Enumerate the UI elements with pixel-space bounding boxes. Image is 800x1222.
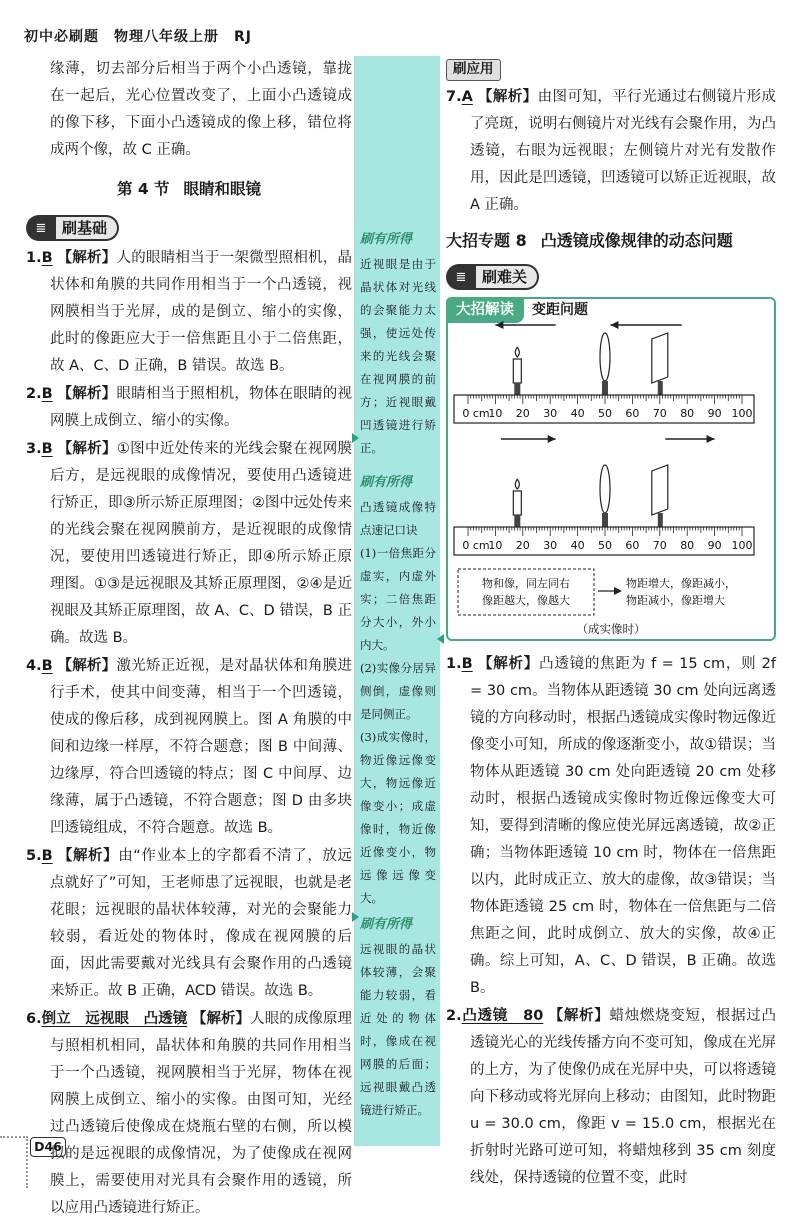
ruler-label: 30 <box>543 539 558 552</box>
ruler-label: 30 <box>543 407 558 420</box>
holder-icon <box>602 381 608 395</box>
holder-icon <box>658 513 663 527</box>
pointer-arrow-icon <box>437 634 444 644</box>
page-number: D46 <box>30 1137 66 1157</box>
note-text: 凸透镜成像特点速记口诀 <box>360 500 436 537</box>
answer-choice: B <box>41 441 53 457</box>
note-2 <box>360 471 436 910</box>
summary-text: 物距增大，像距减小， <box>626 577 736 590</box>
ruler-label: 0 cm <box>462 539 490 552</box>
arrow-head-icon <box>707 435 715 443</box>
answer-choice: B <box>41 848 53 864</box>
answer-list <box>446 651 776 1192</box>
arrow-head-icon <box>495 321 503 329</box>
answer-choice: B <box>41 658 53 674</box>
summary-text: 物距减小，像距增大 <box>626 594 725 607</box>
answer-list <box>26 245 352 1222</box>
topic-number: 大招专题 8 <box>446 231 527 250</box>
answer-choice: B <box>41 386 53 402</box>
section-name: 眼睛和眼镜 <box>183 180 262 198</box>
ruler-label: 100 <box>731 407 753 420</box>
ruler-label: 80 <box>680 407 695 420</box>
lens-ruler-diagram <box>448 299 774 639</box>
ruler-label: 70 <box>652 407 667 420</box>
answer-item: 1.B 【解析】凸透镜的焦距为 f = 15 cm，则 2f = 30 cm。当物体从距透镜 30 cm 处向远离透镜的方向移动时，根据凸透镜成实像时物远像近像变小可知，所成的像逐渐变小，故①错误；当物体从距透镜 30 cm 处向距透镜 20 cm 处移动时，根据凸透镜成实像时物近像远像变大可知，要得到清晰的像应使光屏远离透镜，故②正确；当物体距透镜 10 cm 时，物体在一倍焦距以内，此时成正立、放大的虚像，故③错误；当物体距透镜 25 cm 时，物体在一倍焦距与二倍焦距之间，此时成倒立、放大的实像，故④正确。综上可知，A、C、D 错误，B 正确。故选 B。 <box>446 656 777 996</box>
answer-choice: B <box>461 656 473 672</box>
lens-icon <box>600 333 610 381</box>
summary-text: 物和像，同左同右 <box>482 577 570 590</box>
arrow-head-icon <box>548 435 556 443</box>
sidebar-notes <box>354 56 440 1146</box>
continued-text: 缘薄，切去部分后相当于两个小凸透镜，靠拢在一起后，光心位置改变了，上面小凸透镜成的像下移，下面小凸透镜成的像上移，错位将成两个像，故 C 正确。 <box>50 61 352 158</box>
ruler-label: 80 <box>680 539 695 552</box>
method-subtitle: 变距问题 <box>532 301 588 318</box>
answer-choice: 凸透镜 80 <box>461 1008 544 1024</box>
page-header: 初中必刷题 物理八年级上册 RJ <box>24 29 252 45</box>
ruler-label: 10 <box>488 539 503 552</box>
book-icon: ≣ <box>26 215 56 241</box>
method-box <box>446 297 776 641</box>
ruler-label: 90 <box>707 407 722 420</box>
answer-item: 5.B 【解析】由“作业本上的字都看不清了，放远点就好了”可知，王老师患了远视眼，也就是老花眼；远视眼的晶状体较薄，对光的会聚能力较弱，看近处的物体时，像成在视网膜的后面，因此需要戴对光线具有会聚作用的凸透镜来矫正。故 B 正确，ACD 错误。故选 B。 <box>26 848 353 999</box>
screen-icon <box>652 465 668 515</box>
holder-icon <box>602 513 608 527</box>
ruler-label: 90 <box>707 539 722 552</box>
answer-item: 2.凸透镜 80 【解析】蜡烛燃烧变短，根据过凸透镜光心的光线传播方向不变可知，像成在光屏的上方，为了使像仍成在光屏中央，可以将透镜向下移动或将光屏向上移动；由图知，此时物距 u = 30.0 cm，像距 v = 15.0 cm，根据光在折射时光路可逆可知，将蜡烛移到 35 cm 刻度线处，保持透镜的位置不变，此时 <box>446 1008 777 1186</box>
answer-item: 1.B 【解析】人的眼睛相当于一架微型照相机，晶状体和角膜的共同作用相当于一个凸透镜，视网膜相当于光屏，成的是倒立、缩小的实像，此时的像距应大于一倍焦距且小于二倍焦距，故 A、C、D 正确，B 错误。故选 B。 <box>26 250 353 374</box>
badge-label: 刷基础 <box>56 215 119 241</box>
ruler-label: 40 <box>570 407 585 420</box>
diagram-caption: （成实像时） <box>576 622 646 636</box>
ruler-label: 20 <box>515 407 530 420</box>
lens-icon <box>600 465 610 513</box>
section-number: 第 4 节 <box>116 180 170 198</box>
note-text: (2)实像分居异侧倒，虚像则是同侧正。 <box>360 661 436 721</box>
application-badge: 刷应用 <box>446 59 501 81</box>
summary-box <box>458 569 594 615</box>
holder-icon <box>514 383 520 395</box>
ruler-label: 10 <box>488 407 503 420</box>
answer-choice: B <box>41 250 53 266</box>
holder-icon <box>658 381 663 395</box>
candle-flame-icon <box>515 347 519 357</box>
candle-icon <box>513 359 521 383</box>
note-text: (3)成实像时，物近像远像变大，物远像近像变小；成虚像时，物近像近像变小，物远像远像变大。 <box>360 730 436 905</box>
ruler-label: 50 <box>598 539 612 552</box>
answer-item: 2.B 【解析】眼睛相当于照相机，物体在眼睛的视网膜上成倒立、缩小的实像。 <box>26 386 353 429</box>
section-title <box>26 176 352 203</box>
topic-name: 凸透镜成像规律的动态问题 <box>540 231 733 250</box>
answer-choice: A <box>461 89 473 105</box>
topic-title <box>446 227 776 254</box>
note-title: 刷有所得 <box>360 917 413 932</box>
left-column <box>26 56 352 1222</box>
pointer-arrow-icon <box>352 433 359 443</box>
note-1 <box>360 228 436 460</box>
note-text: 远视眼的晶状体较薄，会聚能力较弱，看近处的物体时，像成在视网膜的后面；远视眼戴凸透镜进行矫正。 <box>360 942 436 1117</box>
book-icon: ≣ <box>446 264 476 290</box>
note-text: 近视眼是由于晶状体对光线的会聚能力太强，使远处传来的光线会聚在视网膜的前方；近视眼戴凹透镜进行矫正。 <box>360 257 436 455</box>
page-corner-mark <box>0 1136 28 1188</box>
ruler-label: 60 <box>625 407 640 420</box>
hard-practice-badge <box>446 264 539 290</box>
answer-item-7: 7.A 【解析】由图可知，平行光通过右侧镜片形成了亮斑，说明右侧镜片对光线有会聚作用，为凸透镜，右眼为远视眼；左侧镜片对光有发散作用，因此是凹透镜，凹透镜可以矫正近视眼，故 A 正确。 <box>446 89 777 213</box>
badge-label: 刷难关 <box>476 264 539 290</box>
arrow-head-icon <box>610 321 618 329</box>
screen-icon <box>652 333 668 383</box>
ruler-label: 60 <box>625 539 640 552</box>
answer-item: 4.B 【解析】激光矫正近视，是对晶状体和角膜进行手术，使其中间变薄，相当于一个凹透镜，使成的像后移，成到视网膜上。图 A 角膜的中间和边缘一样厚，不符合题意；图 B 中间薄、边缘厚，符合凹透镜的特点；图 C 中间厚、边缘薄，属于凸透镜，不符合题意；图 D 由多块凹透镜组成，不符合题意。故选 B。 <box>26 658 353 836</box>
summary-text: 像距越大，像越大 <box>482 594 570 607</box>
answer-item: 6.倒立 远视眼 凸透镜 【解析】人眼的成像原理与照相机相同，晶状体和角膜的共同作用相当于一个凸透镜，视网膜相当于光屏，物体在视网膜上成倒立、缩小的实像。由图可知，光经过凸透镜后使像成在烧瓶右壁的右侧，所以模拟的是远视眼的成像情况，为了使像成在视网膜上，需要使用对光具有会聚作用的透镜，所以应用凸透镜进行矫正。 <box>26 1011 353 1216</box>
note-title: 刷有所得 <box>360 475 413 490</box>
note-text: (1)一倍焦距分虚实，内虚外实；二倍焦距分大小，外小内大。 <box>360 546 436 652</box>
pointer-arrow-icon <box>352 912 359 922</box>
holder-icon <box>514 515 520 527</box>
ruler-label: 50 <box>598 407 612 420</box>
candle-flame-icon <box>515 479 519 489</box>
answer-choice: 倒立 远视眼 凸透镜 <box>41 1011 188 1027</box>
note-title: 刷有所得 <box>360 232 413 247</box>
ruler-label: 20 <box>515 539 530 552</box>
basic-practice-badge <box>26 215 119 241</box>
ruler-label: 0 cm <box>462 407 490 420</box>
ruler-label: 100 <box>731 539 753 552</box>
answer-item: 3.B 【解析】①图中近处传来的光线会聚在视网膜后方，是远视眼的成像情况，要使用凸透镜进行矫正，即③所示矫正原理图；②图中远处传来的光线会聚在视网膜前方，是近视眼的成像情况，要使用凹透镜进行矫正，即④所示矫正原理图。①③是远视眼及其矫正原理图，②④是近视眼及其矫正原理图，故 A、C、D 错误，B 正确。故选 B。 <box>26 441 353 646</box>
ruler-label: 40 <box>570 539 585 552</box>
candle-icon <box>513 491 521 515</box>
right-column <box>446 56 776 1192</box>
ruler-label: 70 <box>652 539 667 552</box>
method-tag: 大招解读 <box>446 297 524 323</box>
note-3 <box>360 913 436 1122</box>
arrow-head-icon <box>614 587 622 595</box>
